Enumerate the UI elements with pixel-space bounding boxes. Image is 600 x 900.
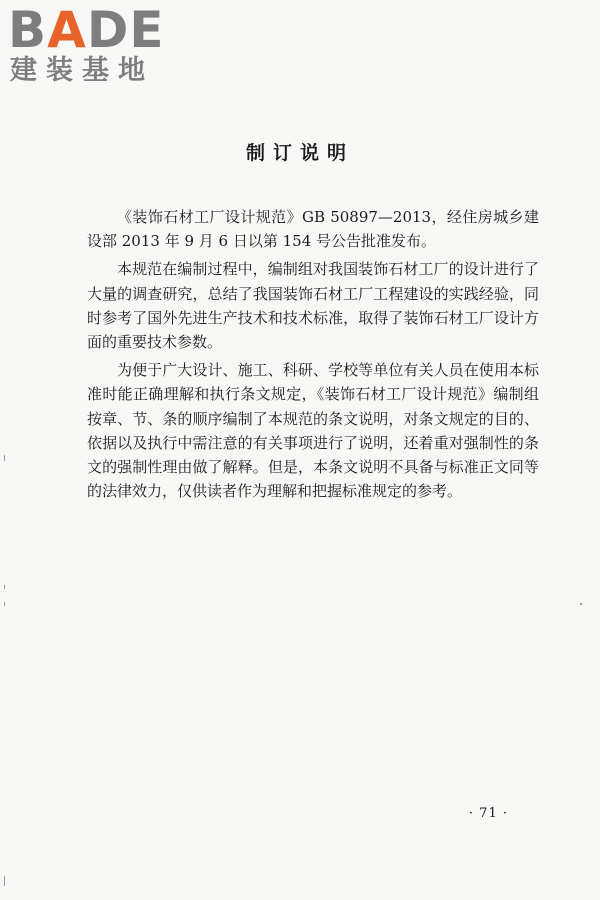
- bade-logo: [8, 2, 183, 92]
- page-title: 制订说明: [245, 142, 354, 164]
- body-text: [87, 205, 539, 507]
- logo-letter-accent: A: [47, 1, 87, 59]
- logo-letters-prefix: B: [8, 1, 48, 59]
- page-number: · 71 ·: [468, 806, 508, 821]
- scan-speck: [4, 585, 5, 589]
- scan-speck: [4, 455, 5, 461]
- paragraph: 《装饰石材工厂设计规范》GB 50897—2013，经住房城乡建设部 2013 年 9 月 6 日以第 154 号公告批准发布。: [87, 208, 539, 251]
- logo-subtitle: 建装基地: [10, 55, 154, 86]
- scan-speck: [4, 876, 5, 886]
- paragraph: 本规范在编制过程中，编制组对我国装饰石材工厂的设计进行了大量的调查研究，总结了我国装饰石材工厂工程建设的实践经验，同时参考了国外先进生产技术和技术标准，取得了装饰石材工厂设计方面的重要技术参数。: [87, 260, 539, 352]
- scan-speck: [4, 602, 5, 606]
- logo-letters-suffix: DE: [86, 1, 165, 59]
- logo-wordmark: [8, 2, 165, 58]
- scan-speck: [580, 603, 582, 605]
- paragraph: 为便于广大设计、施工、科研、学校等单位有关人员在使用本标准时能正确理解和执行条文规定，《装饰石材工厂设计规范》编制组按章、节、条的顺序编制了本规范的条文说明，对条文规定的目的、依据以及执行中需注意的有关事项进行了说明，还着重对强制性的条文的强制性理由做了解释。但是，本条文说明不具备与标准正文同等的法律效力，仅供读者作为理解和把握标准规定的参考。: [87, 361, 539, 501]
